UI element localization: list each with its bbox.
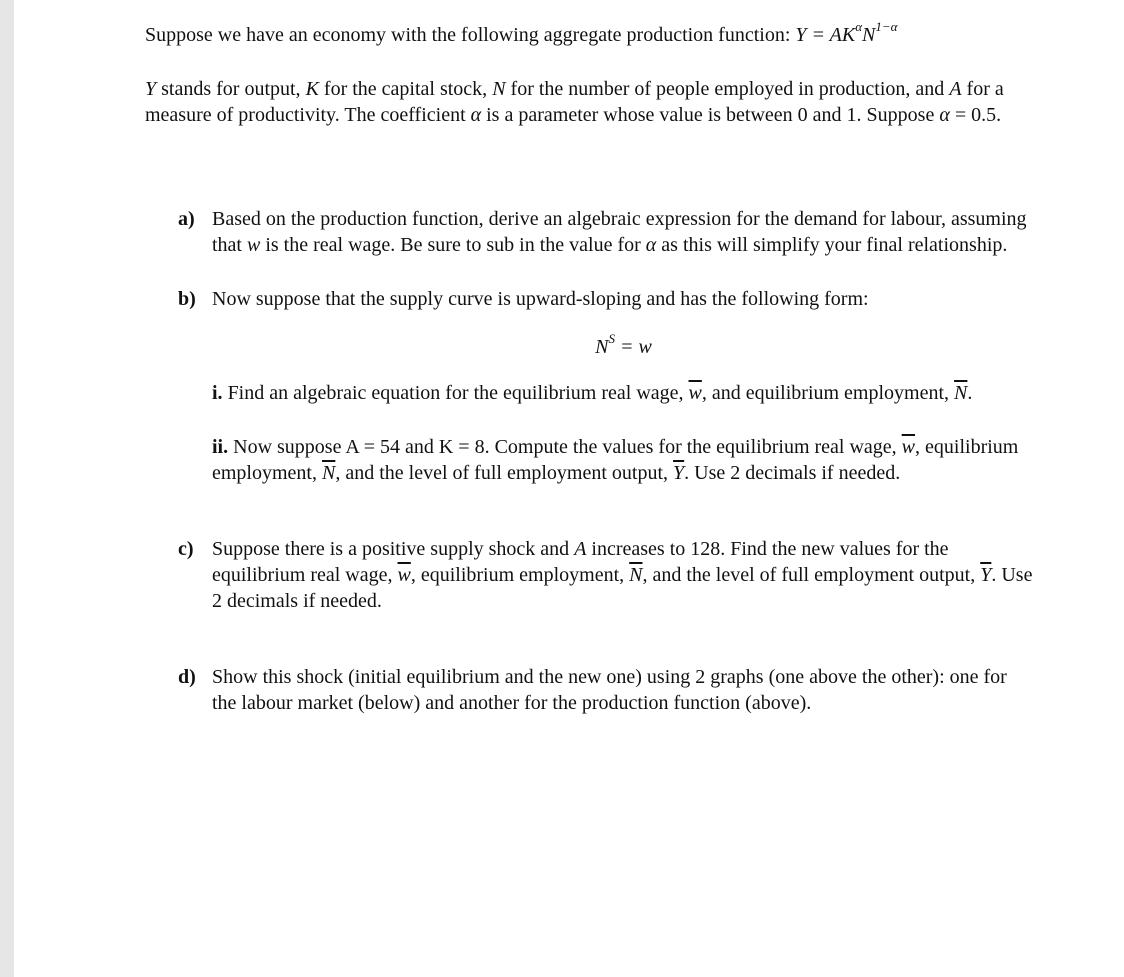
def-text-6: = 0.5.: [949, 104, 1002, 126]
sub-ii-label: ii.: [212, 436, 229, 458]
sub-ii-text-1: Now suppose A = 54 and K = 8. Compute the values for the equilibrium real wage,: [228, 436, 902, 458]
question-d-text: Show this shock (initial equilibrium and the new one) using 2 graphs (one above the other): one for the labour market (below) and another for the production function (above).: [212, 666, 1007, 714]
var-a: A: [949, 78, 962, 100]
qa-text-3: as this will simplify your final relationship.: [656, 234, 1008, 256]
qa-var-w: w: [247, 234, 261, 256]
sub-i-w-bar: $\overline{w}$: [688, 382, 702, 404]
sub-ii-text-3: , and the level of full employment output,: [335, 462, 674, 484]
question-a-label: a): [178, 208, 195, 230]
qc-var-a: A: [574, 538, 587, 560]
definitions-paragraph: [145, 76, 1035, 128]
question-d-label: d): [178, 666, 196, 688]
equation-alpha-exponent: α: [855, 19, 863, 35]
sub-ii-text-2: , equilibrium employment,: [212, 436, 1019, 484]
supply-eq-n: N: [595, 336, 609, 358]
question-b-ii: [145, 434, 1035, 486]
sub-ii-n-bar: $\overline{N}$: [321, 462, 336, 484]
question-c-text: [212, 536, 1035, 614]
supply-equation: [145, 331, 1035, 360]
question-a-text: [212, 206, 1035, 258]
def-text-1: stands for output,: [156, 78, 306, 100]
question-a: [145, 206, 1035, 258]
sub-ii-y-bar: $\overline{Y}$: [673, 462, 685, 484]
qc-text-5: . Use 2 decimals if needed.: [212, 564, 1033, 612]
sub-i-text-1: Find an algebraic equation for the equilibrium real wage,: [222, 382, 689, 404]
equation-lhs: Y = AK: [795, 24, 856, 46]
left-margin-bar: [0, 0, 14, 977]
equation-n: N: [862, 24, 876, 46]
qc-text-3: , equilibrium employment,: [410, 564, 630, 586]
sub-i-label: i.: [212, 382, 223, 404]
document-page: [145, 19, 1035, 716]
def-text-3: for the number of people employed in production, and: [505, 78, 950, 100]
qc-y-bar: $\overline{Y}$: [980, 564, 992, 586]
intro-text: Suppose we have an economy with the following aggregate production function:: [145, 24, 796, 46]
intro-paragraph: [145, 19, 1035, 48]
question-c-label: c): [178, 538, 194, 560]
var-alpha-2: α: [939, 104, 950, 126]
sub-i-text-2: , and equilibrium employment,: [701, 382, 955, 404]
def-text-5: is a parameter whose value is between 0 and 1. Suppose: [481, 104, 940, 126]
sub-i-text-3: .: [967, 382, 973, 404]
def-text-4: for a measure of productivity. The coefficient: [145, 78, 1004, 126]
var-alpha: α: [470, 104, 482, 126]
sub-ii-w-bar: $\overline{w}$: [901, 436, 916, 458]
qa-text-1: Based on the production function, derive an algebraic expression for the demand for labour, assuming that: [212, 208, 1027, 256]
var-n: N: [492, 78, 506, 100]
qc-w-bar: $\overline{w}$: [397, 564, 411, 586]
var-k: K: [305, 78, 319, 100]
question-b-i: [145, 380, 1035, 406]
sub-ii-text-4: . Use 2 decimals if needed.: [684, 462, 901, 484]
question-b: [145, 286, 1035, 312]
supply-eq-sup: S: [608, 331, 615, 347]
qa-text-2: is the real wage. Be sure to sub in the value for: [260, 234, 646, 256]
question-c: [145, 536, 1035, 614]
qc-n-bar: $\overline{N}$: [629, 564, 643, 586]
question-b-text: Now suppose that the supply curve is upward-sloping and has the following form:: [212, 288, 869, 310]
qc-text-4: , and the level of full employment output,: [642, 564, 981, 586]
question-d: [145, 664, 1035, 716]
qc-text-1: Suppose there is a positive supply shock and: [212, 538, 575, 560]
qa-var-alpha: α: [645, 234, 657, 256]
question-b-label: b): [178, 288, 196, 310]
def-text-2: for the capital stock,: [318, 78, 493, 100]
sub-i-n-bar: $\overline{N}$: [954, 382, 968, 404]
equation-n-exponent: 1−α: [875, 19, 898, 35]
supply-eq-rest: = w: [615, 336, 652, 358]
qc-text-2: increases to 128. Find the new values for the equilibrium real wage,: [212, 538, 949, 586]
var-y: Y: [145, 78, 157, 100]
